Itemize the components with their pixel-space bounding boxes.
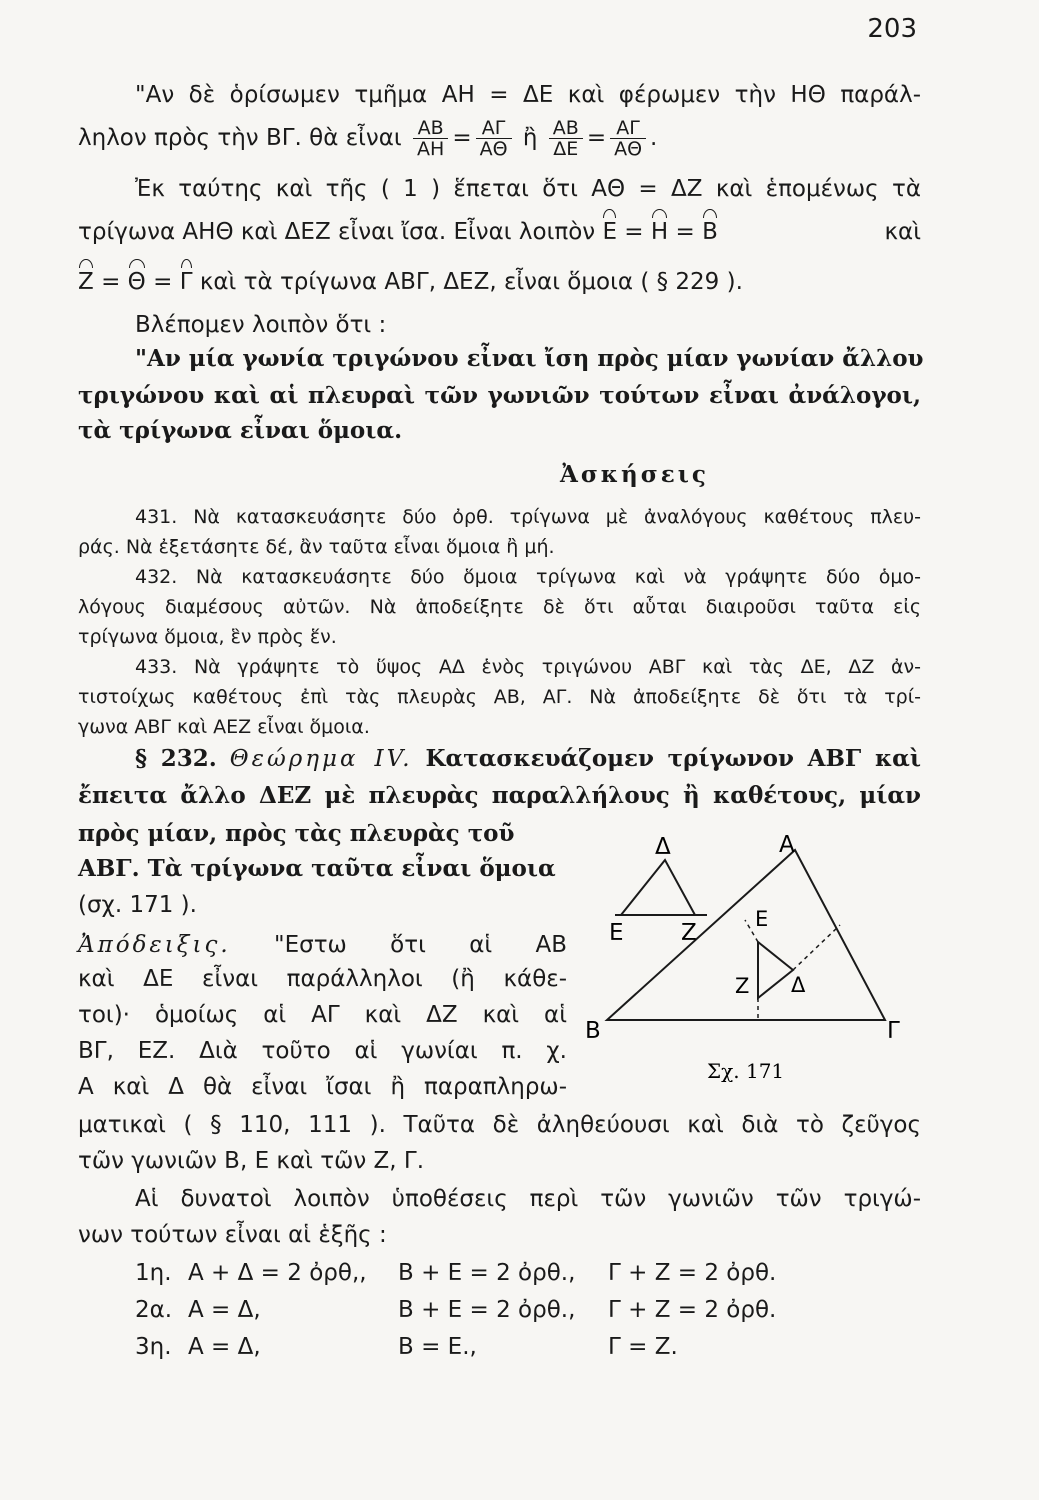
fraction-numerator: ΑΓ <box>610 118 646 139</box>
small-triangle-def <box>621 860 695 915</box>
fraction-numerator: ΑΒ <box>549 118 583 139</box>
or-word: ἢ <box>522 125 538 151</box>
section-232-line-5: (σχ. 171 ). <box>78 892 197 918</box>
theorem-line-2: τριγώνου καὶ αἱ πλευραὶ τῶν γωνιῶν τούτων εἶναι ἀνάλογοι, <box>78 382 921 409</box>
label-inner-delta: Δ <box>791 973 806 997</box>
intro-line-3: Ἐκ ταύτης καὶ τῆς ( 1 ) ἕπεται ὅτι ΑΘ = ΔΖ καὶ ἑπομένως τὰ <box>135 176 921 202</box>
section-232-line-4: ΑΒΓ. Τὰ τρίγωνα ταῦτα εἶναι ὅμοια <box>78 855 556 882</box>
inner-triangle <box>758 942 793 998</box>
fraction-ab-de <box>549 118 583 159</box>
exercises-heading: Ἀσκήσεις <box>560 461 709 488</box>
intro-line-2 <box>78 118 921 159</box>
label-small-z: Ζ <box>681 920 697 946</box>
proof-line-1 <box>78 928 567 962</box>
section-232-line-1 <box>135 742 921 776</box>
fraction-ab-ah <box>413 118 448 159</box>
case-1-angle-b: Β + Ε = 2 ὀρθ., <box>398 1260 576 1286</box>
label-g: Γ <box>887 1018 900 1044</box>
exercise-431-line-2: ράς. Νὰ ἐξετάσητε δέ, ἂν ταῦτα εἶναι ὅμοια ἢ μή. <box>78 536 555 558</box>
label-a: Α <box>779 832 795 858</box>
fraction-numerator: ΑΒ <box>413 118 448 139</box>
intro-line-2-text: ληλον πρὸς τὴν ΒΓ. θὰ εἶναι <box>78 125 402 151</box>
case-2-angle-b: Β + Ε = 2 ὀρθ., <box>398 1297 576 1323</box>
angle-g: Γ <box>180 265 193 299</box>
case-2-label: 2α. <box>135 1297 173 1323</box>
proof-line-6: ματικαὶ ( § 110, 111 ). Ταῦτα δὲ ἀληθεύουσι καὶ διὰ τὸ ζεῦγος <box>78 1112 921 1138</box>
case-3-angle-a: Α = Δ, <box>188 1334 261 1360</box>
section-number: § 232. <box>135 745 217 772</box>
case-1-angle-g: Γ + Ζ = 2 ὀρθ. <box>608 1260 777 1286</box>
case-3-label: 3η. <box>135 1334 172 1360</box>
angle-b: Β <box>702 215 718 249</box>
proof-label: Ἀπόδειξις. <box>78 932 231 958</box>
case-3-angle-b: Β = Ε., <box>398 1334 477 1360</box>
intro-line-6: Βλέπομεν λοιπὸν ὅτι : <box>135 312 387 338</box>
section-232-line-2: ἔπειτα ἄλλο ΔΕΖ μὲ πλευρὰς παραλλήλους ἢ καθέτους, μίαν <box>78 782 921 809</box>
intro-line-5-text: καὶ τὰ τρίγωνα ΑΒΓ, ΔΕΖ, εἶναι ὅμοια ( § 229 ). <box>199 269 743 295</box>
fraction-denominator: ΑΘ <box>479 138 508 160</box>
exercise-432-line-3: τρίγωνα ὅμοια, ἓν πρὸς ἕν. <box>78 626 337 648</box>
proof-line-7: τῶν γωνιῶν Β, Ε καὶ τῶν Ζ, Γ. <box>78 1148 425 1174</box>
section-statement-start: Κατασκευάζομεν τρίγωνον ΑΒΓ καὶ <box>425 745 922 772</box>
angle-e: Ε <box>602 215 617 249</box>
intro-line-5: Ζ = Θ = Γ καὶ τὰ τρίγωνα ΑΒΓ, ΔΕΖ, εἶναι ὅμοια ( § 229 ). <box>78 265 921 299</box>
label-inner-z: Ζ <box>735 974 750 998</box>
intro-line-4-end: καὶ <box>884 219 921 245</box>
page-number: 203 <box>867 14 917 44</box>
proof-line-1-text: "Εστω ὅτι αἱ ΑΒ <box>274 932 567 958</box>
proof-line-9: νων τούτων εἶναι αἱ ἑξῆς : <box>78 1222 387 1248</box>
intro-line-4: τρίγωνα ΑΗΘ καὶ ΔΕΖ εἶναι ἴσα. Εἶναι λοιπὸν Ε = Η = Β καὶ <box>78 215 921 249</box>
case-1-angle-a: Α + Δ = 2 ὀρθ,, <box>188 1260 367 1286</box>
proof-line-5: Α καὶ Δ θὰ εἶναι ἴσαι ἢ παραπληρω- <box>78 1074 567 1100</box>
theorem-line-3: τὰ τρίγωνα εἶναι ὅμοια. <box>78 417 403 444</box>
fraction-numerator: ΑΓ <box>476 118 512 139</box>
label-inner-e: Ε <box>755 907 769 931</box>
exercise-433-line-3: γωνα ΑΒΓ καὶ ΑΕΖ εἶναι ὅμοια. <box>78 716 370 738</box>
case-3-angle-g: Γ = Ζ. <box>608 1334 678 1360</box>
fraction-ag-ath-2 <box>610 118 646 159</box>
angle-z: Ζ <box>78 265 94 299</box>
case-2-angle-a: Α = Δ, <box>188 1297 261 1323</box>
label-b: Β <box>585 1018 601 1044</box>
section-label: Θεώρημα IV. <box>229 746 413 772</box>
case-2-angle-g: Γ + Ζ = 2 ὀρθ. <box>608 1297 777 1323</box>
equals-sign: = <box>452 125 472 151</box>
figure-171 <box>585 830 915 1085</box>
period: . <box>650 125 658 151</box>
exercise-431-line-1: 431. Νὰ κατασκευάσητε δύο ὀρθ. τρίγωνα μὲ ἀναλόγους καθέτους πλευ- <box>135 506 921 528</box>
figure-caption: Σχ. 171 <box>707 1059 785 1083</box>
theorem-line-1: "Αν μία γωνία τριγώνου εἶναι ἴση πρὸς μίαν γωνίαν ἄλλου <box>135 345 924 372</box>
exercise-433-line-1: 433. Νὰ γράψητε τὸ ὕψος ΑΔ ἑνὸς τριγώνου ΑΒΓ καὶ τὰς ΔΕ, ΔΖ ἀν- <box>135 656 921 678</box>
intro-line-4-text: τρίγωνα ΑΗΘ καὶ ΔΕΖ εἶναι ἴσα. Εἶναι λοιπὸν <box>78 219 596 245</box>
proof-line-3: τοι)· ὁμοίως αἱ ΑΓ καὶ ΔΖ καὶ αἱ <box>78 1002 567 1028</box>
proof-line-4: ΒΓ, ΕΖ. Διὰ τοῦτο αἱ γωνίαι π. χ. <box>78 1038 567 1064</box>
case-1-label: 1η. <box>135 1260 172 1286</box>
intro-line-1: "Αν δὲ ὁρίσωμεν τμῆμα ΑΗ = ΔΕ καὶ φέρωμεν τὴν ΗΘ παράλ- <box>135 82 921 108</box>
fraction-denominator: ΑΗ <box>417 138 445 160</box>
dashed-perp-ag <box>793 925 840 970</box>
fraction-ag-ath <box>476 118 512 159</box>
proof-line-8: Αἱ δυνατοὶ λοιπὸν ὑποθέσεις περὶ τῶν γωνιῶν τῶν τριγώ- <box>135 1186 921 1212</box>
label-small-delta: Δ <box>655 834 671 860</box>
equals-sign: = <box>586 125 607 151</box>
section-232-line-3: πρὸς μίαν, πρὸς τὰς πλευρὰς τοῦ <box>78 820 515 847</box>
exercise-432-line-2: λόγους διαμέσους αὐτῶν. Νὰ ἀποδείξητε δὲ ὅτι αὗται διαιροῦσι ταῦτα εἰς <box>78 596 921 618</box>
angle-theta: Θ <box>128 265 146 299</box>
proof-line-2: καὶ ΔΕ εἶναι παράλληλοι (ἢ κάθε- <box>78 966 567 992</box>
exercise-432-line-1: 432. Νὰ κατασκευάσητε δύο ὅμοια τρίγωνα καὶ νὰ γράψητε δύο ὁμο- <box>135 566 921 588</box>
label-small-e: Ε <box>609 920 624 946</box>
fraction-denominator: ΑΘ <box>614 138 643 160</box>
exercise-433-line-2: τιστοίχως καθέτους ἐπὶ τὰς πλευρὰς ΑΒ, ΑΓ. Νὰ ἀποδείξητε δὲ ὅτι τὰ τρί- <box>78 686 921 708</box>
angle-h: Η <box>651 215 668 249</box>
fraction-denominator: ΔΕ <box>553 138 579 160</box>
